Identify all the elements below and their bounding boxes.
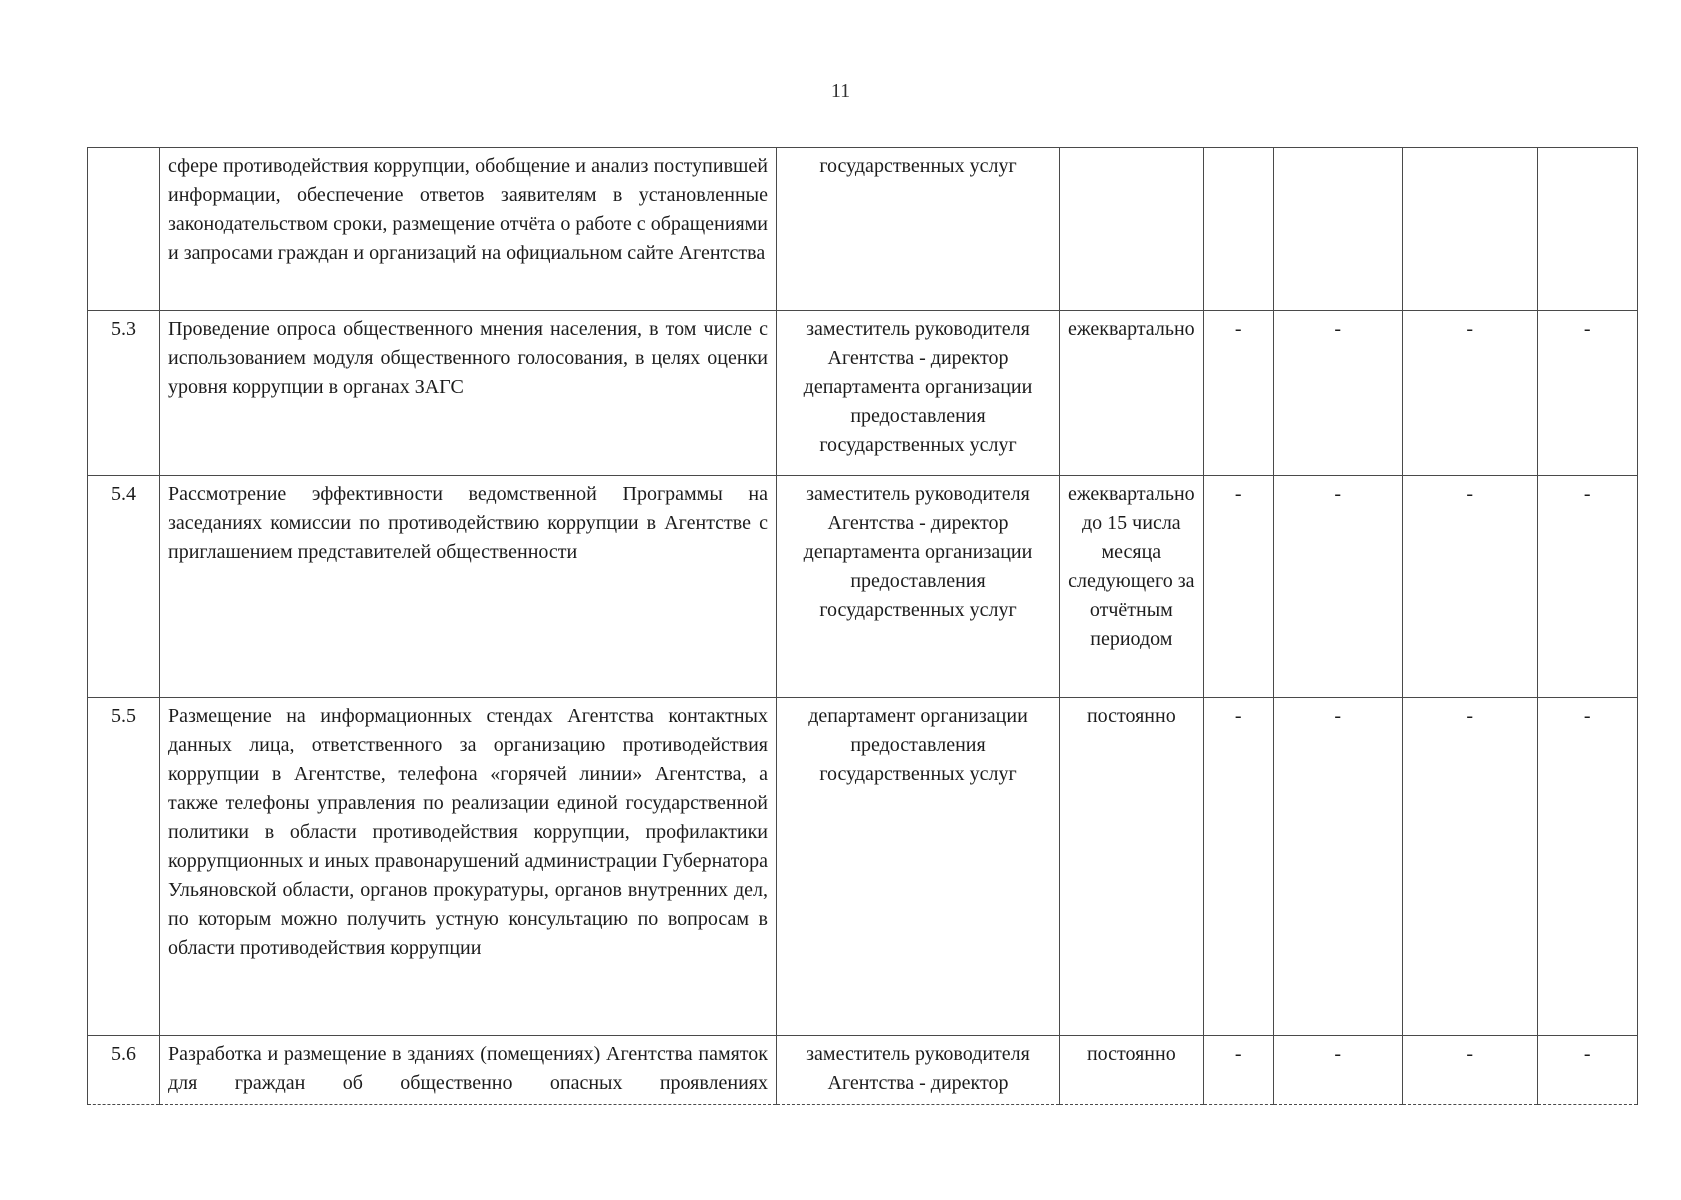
- measures-table: [87, 147, 1638, 1105]
- value-cell: -: [1537, 698, 1637, 1036]
- value-cell: -: [1537, 1036, 1637, 1105]
- table-row: [88, 476, 1638, 698]
- value-cell: -: [1273, 1036, 1402, 1105]
- value-cell: -: [1203, 476, 1273, 698]
- row-number: 5.4: [88, 476, 160, 698]
- row-number: 5.3: [88, 311, 160, 476]
- value-cell: -: [1537, 476, 1637, 698]
- value-cell: [1203, 148, 1273, 311]
- responsible-party: департамент организации предоставления государственных услуг: [777, 698, 1060, 1036]
- value-cell: -: [1203, 698, 1273, 1036]
- row-number: 5.5: [88, 698, 160, 1036]
- value-cell: -: [1402, 698, 1537, 1036]
- responsible-party: заместитель руководителя Агентства - директор: [777, 1036, 1060, 1105]
- table-row: [88, 1036, 1638, 1105]
- value-cell: -: [1402, 476, 1537, 698]
- table-row: [88, 698, 1638, 1036]
- value-cell: -: [1273, 698, 1402, 1036]
- measure-description: Рассмотрение эффективности ведомственной Программы на заседаниях комиссии по противодействию коррупции в Агентстве с приглашением представителей общественности: [160, 476, 777, 698]
- value-cell: -: [1537, 311, 1637, 476]
- value-cell: -: [1203, 1036, 1273, 1105]
- responsible-party: государственных услуг: [777, 148, 1060, 311]
- responsible-party: заместитель руководителя Агентства - директор департамента организации предоставления государственных услуг: [777, 311, 1060, 476]
- row-number: [88, 148, 160, 311]
- deadline: ежеквартально до 15 числа месяца следующего за отчётным периодом: [1060, 476, 1204, 698]
- value-cell: [1273, 148, 1402, 311]
- value-cell: -: [1402, 311, 1537, 476]
- deadline: [1060, 148, 1204, 311]
- table-row: [88, 311, 1638, 476]
- deadline: постоянно: [1060, 1036, 1204, 1105]
- measure-description: Проведение опроса общественного мнения населения, в том числе с использованием модуля общественного голосования, в целях оценки уровня коррупции в органах ЗАГС: [160, 311, 777, 476]
- measure-description: сфере противодействия коррупции, обобщение и анализ поступившей информации, обеспечение ответов заявителям в установленные законодательством сроки, размещение отчёта о работе с обращениями и запросами граждан и организаций на официальном сайте Агентства: [160, 148, 777, 311]
- responsible-party: заместитель руководителя Агентства - директор департамента организации предоставления государственных услуг: [777, 476, 1060, 698]
- value-cell: -: [1203, 311, 1273, 476]
- measure-description: Разработка и размещение в зданиях (помещениях) Агентства памяток для граждан об общественно опасных проявлениях: [160, 1036, 777, 1105]
- value-cell: -: [1273, 476, 1402, 698]
- deadline: постоянно: [1060, 698, 1204, 1036]
- deadline: ежеквартально: [1060, 311, 1204, 476]
- value-cell: [1402, 148, 1537, 311]
- page-number: 11: [830, 80, 851, 102]
- row-number: 5.6: [88, 1036, 160, 1105]
- measure-description: Размещение на информационных стендах Агентства контактных данных лица, ответственного за организацию противодействия коррупции в Агентстве, телефона «горячей линии» Агентства, а также телефоны управления по реализации единой государственной политики в области противодействия коррупции, профилактики коррупционных и иных правонарушений администрации Губернатора Ульяновской области, органов прокуратуры, органов внутренних дел, по которым можно получить устную консультацию по вопросам в области противодействия коррупции: [160, 698, 777, 1036]
- value-cell: -: [1402, 1036, 1537, 1105]
- table-row: [88, 148, 1638, 311]
- value-cell: -: [1273, 311, 1402, 476]
- value-cell: [1537, 148, 1637, 311]
